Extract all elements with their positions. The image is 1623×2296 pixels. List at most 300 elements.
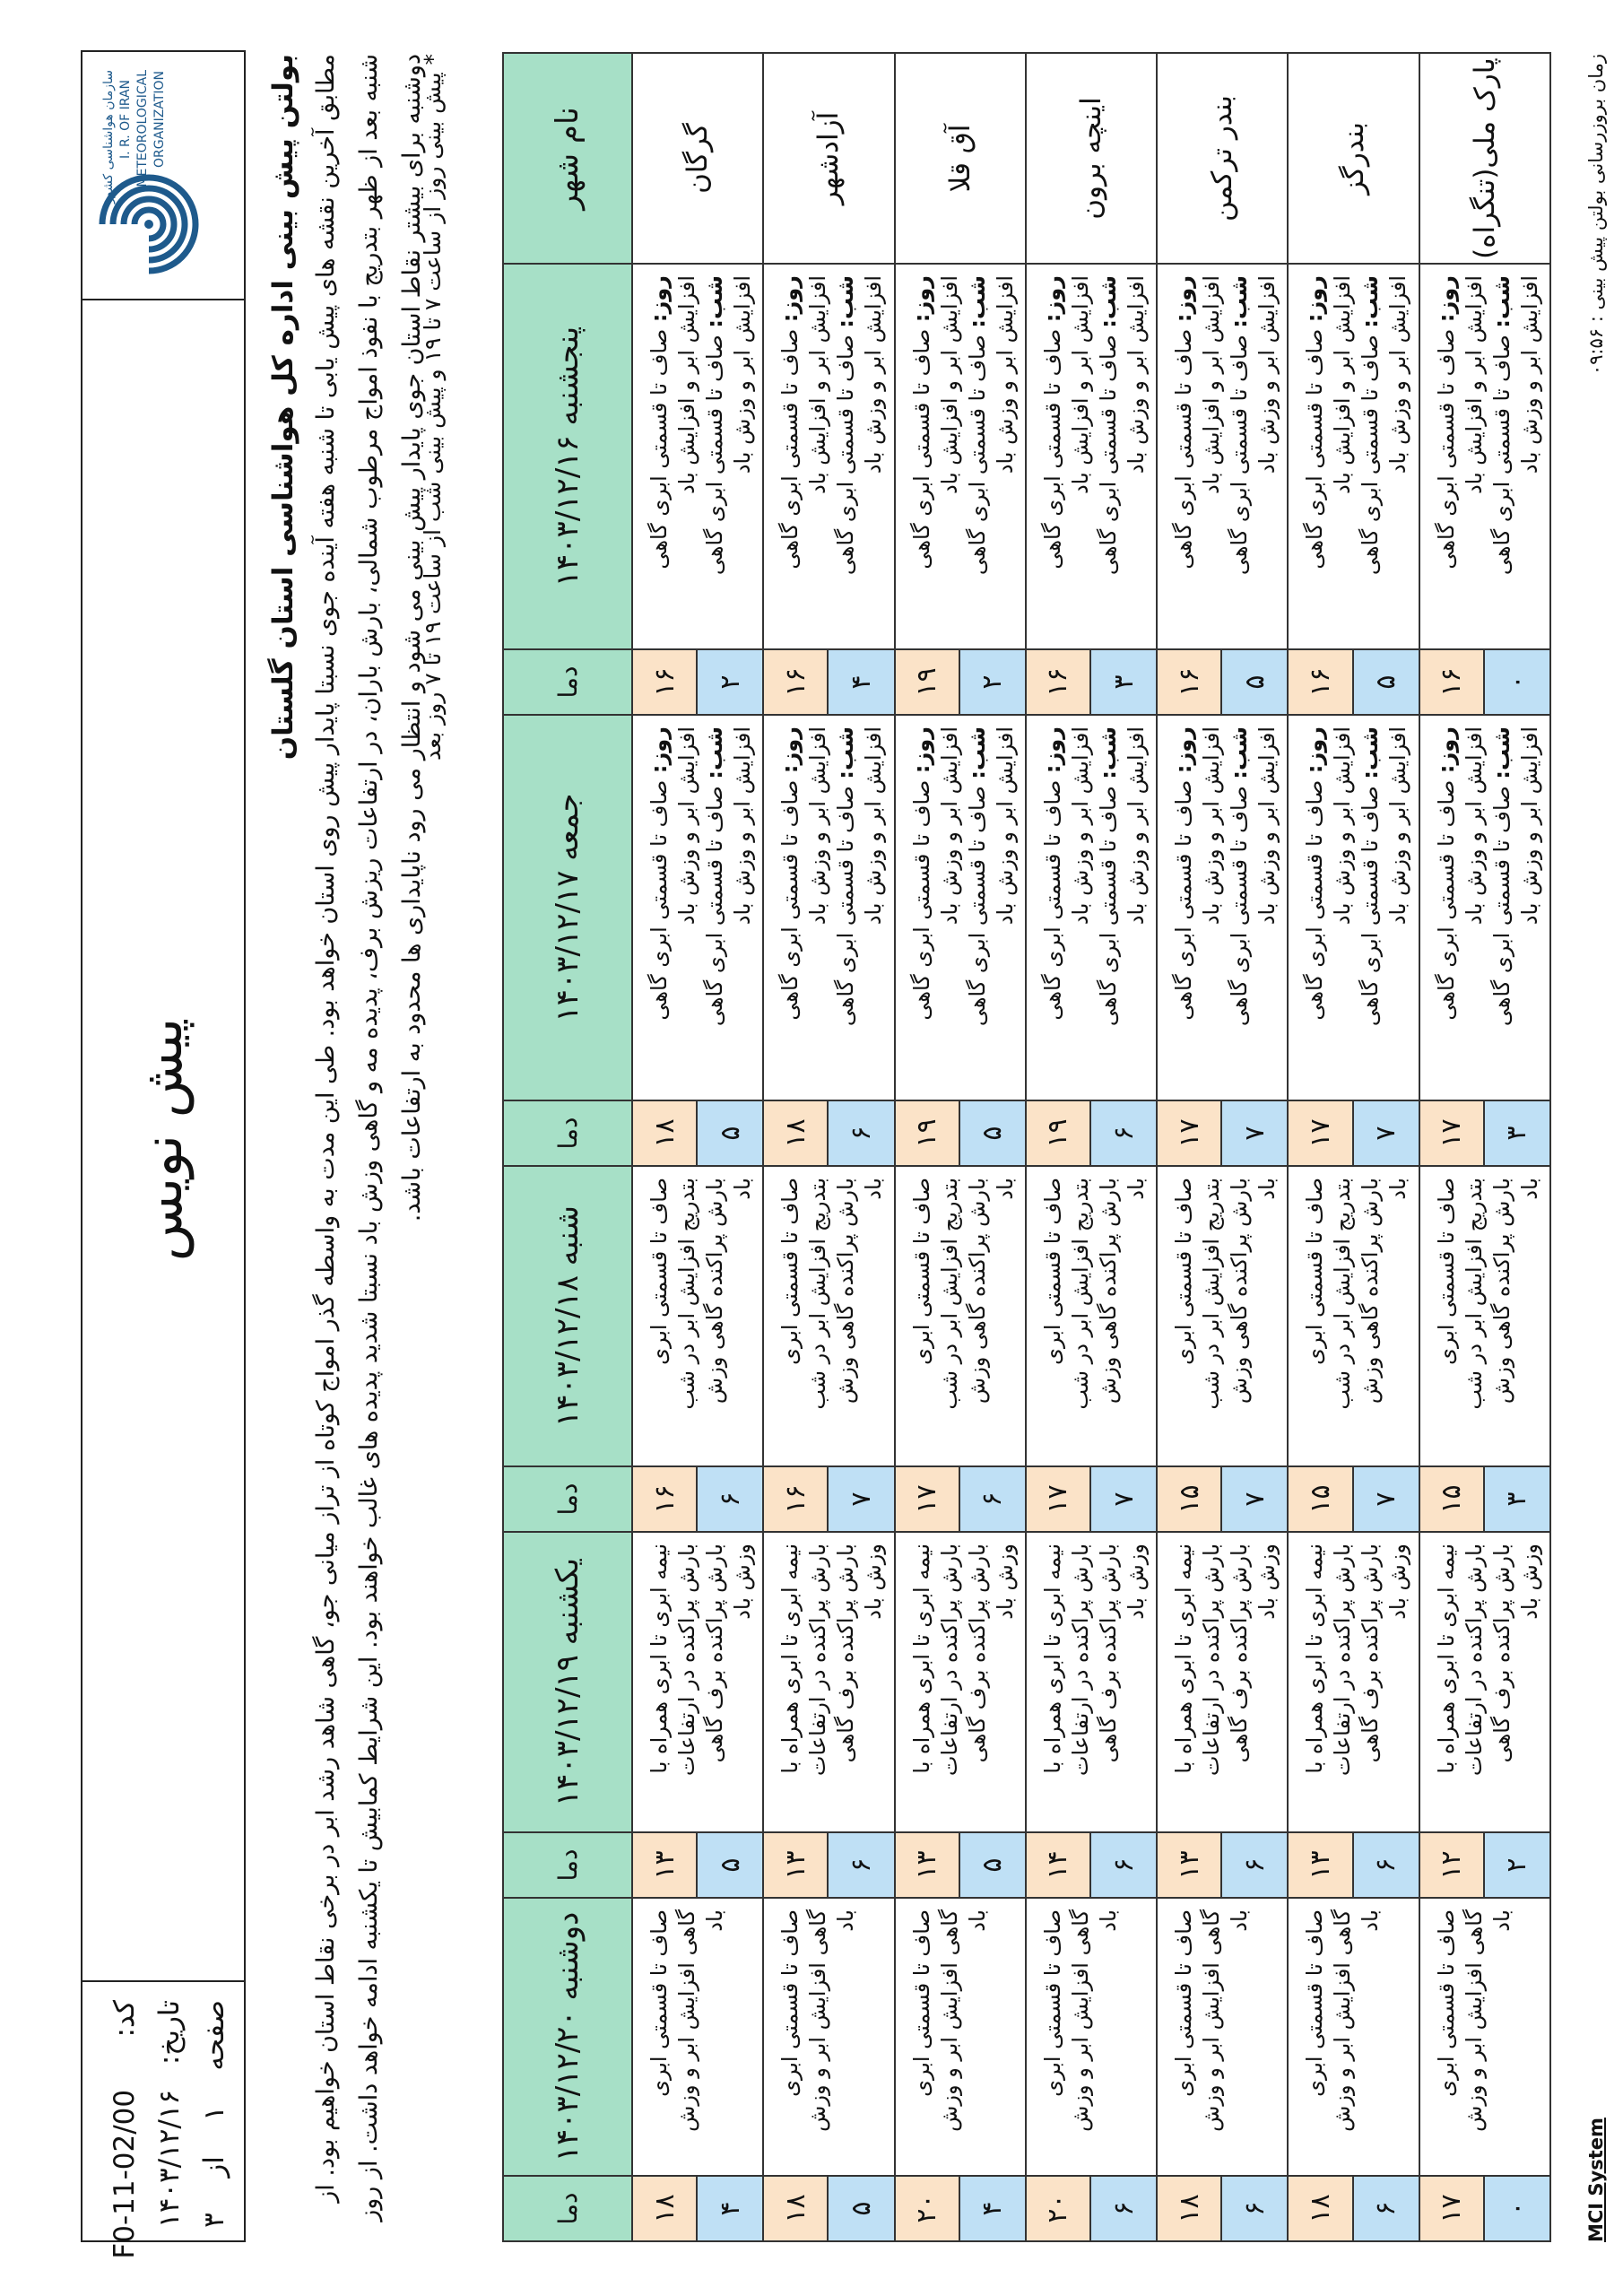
forecast-text: باد [1123, 1178, 1149, 1200]
day-header: شنبه ۱۴۰۳/۱۲/۱۸ [503, 1166, 632, 1466]
day-label: روز: [1171, 275, 1197, 323]
forecast-night-part [701, 726, 757, 1092]
temp-max: ۱۷ [896, 1467, 960, 1531]
day-header: جمعه ۱۴۰۳/۱۲/۱۷ [503, 715, 632, 1100]
temp-min: ۷ [1354, 1101, 1419, 1165]
forecast-text: گاهی افزایش ابر و وزش [1330, 1909, 1356, 2132]
forecast-cell [1288, 1166, 1419, 1466]
temp-max: ۱۳ [764, 1833, 829, 1897]
temp-min: ۶ [1091, 1101, 1156, 1165]
temperature-cell [1288, 1100, 1419, 1166]
forecast-text: صاف تا قسمتی ابری گاهی [1488, 335, 1515, 576]
forecast-text: صاف تا قسمتی ابری [1433, 1909, 1459, 2097]
forecast-text: گاهی افزایش ابر و وزش [936, 1909, 962, 2132]
forecast-text: بارش پراکنده برف گاهی [702, 1544, 727, 1763]
forecast-night-part [964, 726, 1020, 1092]
temp-min: ۰ [1485, 650, 1549, 714]
temp-max: ۱۶ [1027, 650, 1091, 714]
forecast-text: باد [964, 1909, 990, 1932]
forecast-text: افزایش ابر و وزش باد [861, 726, 887, 926]
forecast-text: باد [861, 1178, 887, 1200]
temp-max: ۱۵ [1420, 1467, 1485, 1531]
forecast-text: افزایش ابر و وزش باد [861, 275, 887, 474]
forecast-cell [763, 1532, 894, 1832]
temp-min: ۶ [1091, 1833, 1156, 1897]
temperature-cell [1419, 649, 1550, 715]
forecast-text: بتدریج افزایش ابر در شب [1067, 1178, 1093, 1410]
logo-text [100, 70, 169, 204]
temp-max: ۱۶ [764, 650, 829, 714]
forecast-text: بتدریج افزایش ابر در شب [674, 1178, 699, 1410]
temperature-cell [1288, 649, 1419, 715]
forecast-text: صاف تا قسمتی ابری گاهی [777, 779, 803, 1021]
forecast-text: گاهی افزایش ابر و وزش [1199, 1909, 1225, 2132]
forecast-text: صاف تا قسمتی ابری گاهی [833, 335, 859, 576]
forecast-text: باد [1385, 1178, 1411, 1200]
temperature-cell [632, 1466, 763, 1532]
forecast-text: صاف تا قسمتی ابری [777, 1178, 803, 1365]
forecast-text: گاهی افزایش ابر و وزش [1067, 1909, 1093, 2132]
forecast-text: افزایش ابر و وزش باد [674, 726, 699, 926]
forecast-text: افزایش ابر و وزش باد [936, 726, 962, 926]
night-label: شب: [1227, 275, 1253, 328]
forecast-cell [763, 1898, 894, 2176]
forecast-text: صاف تا قسمتی ابری گاهی [1302, 779, 1328, 1021]
temperature-cell [763, 1466, 894, 1532]
city-name: بندرگز [1288, 53, 1419, 264]
temp-header: دما [503, 1466, 632, 1532]
temperature-cell [763, 1832, 894, 1898]
day-label: روز: [1039, 726, 1065, 774]
forecast-text: باد [833, 1909, 859, 1932]
temperature-cell [895, 2176, 1026, 2241]
forecast-text: بتدریج افزایش ابر در شب [1330, 1178, 1356, 1410]
forecast-cell [895, 264, 1026, 649]
forecast-cell [895, 1532, 1026, 1832]
night-label: شب: [1227, 726, 1253, 779]
forecast-cell [632, 264, 763, 649]
temp-min: ۷ [1091, 1467, 1156, 1531]
temp-min: ۵ [960, 1101, 1025, 1165]
temp-min: ۲ [698, 650, 762, 714]
temp-header: دما [503, 1100, 632, 1166]
temp-min: ۴ [960, 2177, 1025, 2240]
forecast-text: بارش پراکنده گاهی وزش [1227, 1178, 1253, 1405]
forecast-text: صاف تا قسمتی ابری گاهی [647, 779, 672, 1021]
forecast-text: بارش پراکنده برف گاهی [1358, 1544, 1384, 1763]
forecast-day-part [1170, 726, 1226, 1092]
temp-min: ۲ [960, 650, 1025, 714]
forecast-day-part [1301, 726, 1357, 1092]
day-label: روز: [1302, 726, 1328, 774]
forecast-night-part [964, 275, 1020, 641]
forecast-night-part [1488, 275, 1544, 641]
forecast-text: بارش پراکنده گاهی وزش [1488, 1178, 1515, 1405]
temp-min: ۳ [1091, 650, 1156, 714]
temp-max: ۱۳ [896, 1833, 960, 1897]
night-label: شب: [1358, 275, 1384, 328]
table-row [763, 53, 894, 2241]
forecast-text: صاف تا قسمتی ابری [1171, 1178, 1197, 1365]
temp-min: ۶ [829, 1833, 893, 1897]
temp-max: ۱۸ [764, 2177, 829, 2240]
temperature-cell [1026, 1466, 1157, 1532]
forecast-cell [1026, 1532, 1157, 1832]
forecast-cell [632, 1532, 763, 1832]
temp-header: دما [503, 649, 632, 715]
temp-max: ۱۳ [633, 1833, 698, 1897]
forecast-text: صاف تا قسمتی ابری گاهی [1302, 328, 1328, 570]
forecast-text: بتدریج افزایش ابر در شب [936, 1178, 962, 1410]
forecast-text: بارش پراکنده گاهی وزش [964, 1178, 990, 1405]
forecast-text: باد [1227, 1909, 1253, 1932]
temp-max: ۱۸ [633, 1101, 698, 1165]
forecast-night-part [701, 275, 757, 641]
forecast-day-part [908, 275, 964, 641]
temp-max: ۱۶ [1420, 650, 1485, 714]
forecast-text: افزایش ابر و وزش باد [730, 275, 755, 474]
temperature-cell [1288, 1832, 1419, 1898]
temperature-cell [1288, 1466, 1419, 1532]
night-label: شب: [1095, 275, 1121, 328]
forecast-text: افزایش ابر و وزش باد [805, 726, 831, 926]
temp-min: ۷ [1222, 1101, 1287, 1165]
logo-cell [82, 52, 244, 300]
date-row [147, 2000, 192, 2240]
forecast-text: صاف تا قسمتی ابری گاهی [647, 328, 672, 570]
forecast-text: صاف تا قسمتی ابری [777, 1909, 803, 2097]
temperature-cell [895, 1100, 1026, 1166]
temperature-cell [1026, 1100, 1157, 1166]
forecast-text: وزش باد [1385, 1544, 1411, 1620]
city-name: گرگان [632, 53, 763, 264]
forecast-text: بارش پراکنده گاهی وزش [1358, 1178, 1384, 1405]
forecast-text: بارش پراکنده در ارتفاعات [1461, 1544, 1487, 1777]
forecast-night-part [1095, 275, 1150, 641]
forecast-text: وزش باد [1516, 1544, 1542, 1620]
forecast-night-part [832, 275, 888, 641]
temp-min: ۶ [1354, 2177, 1419, 2240]
temperature-cell [1157, 649, 1288, 715]
temp-max: ۱۷ [1158, 1101, 1222, 1165]
temp-max: ۱۸ [1289, 2177, 1353, 2240]
forecast-text: وزش باد [1254, 1544, 1280, 1620]
forecast-cell [1026, 264, 1157, 649]
temp-header: دما [503, 1832, 632, 1898]
temp-max: ۱۸ [1158, 2177, 1222, 2240]
table-row [1419, 53, 1550, 2241]
forecast-day-part [646, 726, 701, 1092]
forecast-text: گاهی افزایش ابر و وزش [1461, 1909, 1487, 2132]
forecast-text: بارش پراکنده در ارتفاعات [1330, 1544, 1356, 1777]
forecast-text: صاف تا قسمتی ابری گاهی [908, 779, 934, 1021]
temp-max: ۱۸ [633, 2177, 698, 2240]
day-label: روز: [777, 726, 803, 774]
day-header: پنجشنبه ۱۴۰۳/۱۲/۱۶ [503, 264, 632, 649]
forecast-text: بارش پراکنده برف گاهی [1227, 1544, 1253, 1763]
temperature-cell [632, 2176, 763, 2241]
temp-min: ۶ [829, 1101, 893, 1165]
temp-max: ۱۹ [896, 1101, 960, 1165]
table-row [1026, 53, 1157, 2241]
forecast-cell [1419, 1166, 1550, 1466]
temp-min: ۴ [829, 650, 893, 714]
forecast-text: بارش پراکنده گاهی وزش [833, 1178, 859, 1405]
forecast-text: نیمه ابری تا ابری همراه با [908, 1544, 934, 1774]
forecast-day-part [1039, 275, 1095, 641]
forecast-cell [1288, 264, 1419, 649]
night-label: شب: [833, 726, 859, 779]
city-name: آزادشهر [763, 53, 894, 264]
forecast-text: نیمه ابری تا ابری همراه با [1171, 1544, 1197, 1774]
table-header-row [503, 53, 632, 2241]
temperature-cell [1026, 649, 1157, 715]
night-label: شب: [964, 726, 990, 779]
table-row [895, 53, 1026, 2241]
forecast-text: افزایش ابر و افزایش باد [674, 275, 699, 495]
forecast-cell [1419, 264, 1550, 649]
forecast-text: بارش پراکنده برف گاهی [964, 1544, 990, 1763]
forecast-text: بارش پراکنده در ارتفاعات [805, 1544, 831, 1777]
temp-max: ۲۰ [1027, 2177, 1091, 2240]
forecast-text: افزایش ابر و افزایش باد [936, 275, 962, 495]
publish-time: زمان بروزرسانی بولتن پیش بینی : ۰۹:۵۶ [1585, 54, 1607, 376]
forecast-cell [1157, 1898, 1288, 2176]
forecast-text: صاف تا قسمتی ابری گاهی [964, 786, 990, 1027]
temperature-cell [632, 1832, 763, 1898]
temperature-cell [1026, 2176, 1157, 2241]
day-label: روز: [908, 275, 934, 323]
temperature-cell [1157, 1832, 1288, 1898]
forecast-text: وزش باد [992, 1544, 1018, 1620]
forecast-cell [895, 1166, 1026, 1466]
forecast-text: صاف تا قسمتی ابری گاهی [1095, 786, 1121, 1027]
forecast-text: وزش باد [730, 1544, 755, 1620]
forecast-table [502, 52, 1551, 2242]
temp-max: ۱۳ [1158, 1833, 1222, 1897]
table-row [1288, 53, 1419, 2241]
forecast-day-part [1170, 275, 1226, 641]
forecast-day-part [1301, 275, 1357, 641]
forecast-text: افزایش ابر و وزش باد [1516, 275, 1542, 474]
forecast-day-part [777, 726, 832, 1092]
forecast-text: افزایش ابر و وزش باد [1254, 726, 1280, 926]
temperature-cell [632, 649, 763, 715]
footnote: * پیش بینی روز از ساعت ۷ تا ۱۹ و پیش بینی شب از ساعت ۱۹ تا ۷ روز بعد [420, 54, 446, 761]
page-number: ۱ [198, 2106, 230, 2121]
forecast-cell [763, 715, 894, 1100]
temp-max: ۱۸ [764, 1101, 829, 1165]
temp-min: ۴ [698, 2177, 762, 2240]
forecast-text: نیمه ابری تا ابری همراه با [647, 1544, 672, 1774]
forecast-cell [1419, 1532, 1550, 1832]
forecast-text: نیمه ابری تا ابری همراه با [1433, 1544, 1459, 1774]
temperature-cell [1157, 1100, 1288, 1166]
forecast-text: افزایش ابر و افزایش باد [1199, 275, 1225, 495]
forecast-cell [763, 1166, 894, 1466]
temp-min: ۳ [1485, 1467, 1549, 1531]
temperature-cell [1026, 1832, 1157, 1898]
day-label: روز: [1171, 726, 1197, 774]
forecast-night-part [1357, 275, 1412, 641]
system-label: MCI System [1585, 2118, 1607, 2242]
table-row [632, 53, 763, 2241]
forecast-night-part [1095, 726, 1150, 1092]
temperature-cell [1288, 2176, 1419, 2241]
forecast-night-part [1488, 726, 1544, 1092]
forecast-text: باد [730, 1178, 755, 1200]
forecast-cell [1419, 715, 1550, 1100]
forecast-cell [1026, 1898, 1157, 2176]
temp-max: ۱۷ [1027, 1467, 1091, 1531]
forecast-text: نیمه ابری تا ابری همراه با [1302, 1544, 1328, 1774]
temp-max: ۱۴ [1027, 1833, 1091, 1897]
forecast-text: باد [1516, 1178, 1542, 1200]
temperature-cell [1419, 1100, 1550, 1166]
forecast-text: افزایش ابر و وزش باد [1516, 726, 1542, 926]
forecast-text: بتدریج افزایش ابر در شب [1199, 1178, 1225, 1410]
forecast-cell [895, 1898, 1026, 2176]
forecast-night-part [1226, 275, 1281, 641]
temp-max: ۱۶ [633, 1467, 698, 1531]
temperature-cell [895, 1832, 1026, 1898]
temperature-cell [895, 649, 1026, 715]
temp-max: ۱۷ [1420, 2177, 1485, 2240]
forecast-text: گاهی افزایش ابر و وزش [805, 1909, 831, 2132]
forecast-text: افزایش ابر و وزش باد [1461, 726, 1487, 926]
temp-max: ۱۶ [1289, 650, 1353, 714]
code-label: کد: [108, 2000, 141, 2038]
forecast-text: باد [1488, 1909, 1515, 1932]
day-label: روز: [1039, 275, 1065, 323]
forecast-text: افزایش ابر و افزایش باد [1067, 275, 1093, 495]
forecast-text: صاف تا قسمتی ابری [1039, 1178, 1065, 1365]
forecast-cell [1157, 1166, 1288, 1466]
page-of: از [198, 2156, 230, 2178]
forecast-text: افزایش ابر و افزایش باد [1330, 275, 1356, 495]
temperature-cell [632, 1100, 763, 1166]
forecast-text: صاف تا قسمتی ابری گاهی [777, 328, 803, 570]
temperature-cell [1419, 2176, 1550, 2241]
city-name: آق قلا [895, 53, 1026, 264]
forecast-text: افزایش ابر و وزش باد [730, 726, 755, 926]
day-label: روز: [647, 275, 672, 323]
forecast-text: افزایش ابر و وزش باد [1385, 726, 1411, 926]
temp-min: ۷ [1222, 1467, 1287, 1531]
night-label: شب: [1488, 275, 1515, 328]
forecast-text: باد [1095, 1909, 1121, 1932]
temp-max: ۱۵ [1289, 1467, 1353, 1531]
forecast-text: صاف تا قسمتی ابری گاهی [702, 786, 727, 1027]
day-header: دوشنبه ۱۴۰۳/۱۲/۲۰ [503, 1898, 632, 2176]
forecast-text: بارش پراکنده گاهی وزش [702, 1178, 727, 1405]
logo-line: I. R. OF IRAN [118, 79, 133, 160]
forecast-text: صاف تا قسمتی ابری گاهی [1433, 779, 1459, 1021]
forecast-text: بارش پراکنده در ارتفاعات [674, 1544, 699, 1777]
temp-max: ۱۷ [1420, 1101, 1485, 1165]
forecast-text: صاف تا قسمتی ابری [908, 1178, 934, 1365]
forecast-text: صاف تا قسمتی ابری گاهی [833, 786, 859, 1027]
temp-min: ۵ [698, 1101, 762, 1165]
forecast-cell [1288, 1898, 1419, 2176]
temp-max: ۱۵ [1158, 1467, 1222, 1531]
forecast-text: وزش باد [1123, 1544, 1149, 1620]
forecast-text: بارش پراکنده برف گاهی [1488, 1544, 1515, 1763]
temp-min: ۶ [1354, 1833, 1419, 1897]
temp-min: ۷ [829, 1467, 893, 1531]
forecast-text: صاف تا قسمتی ابری [1433, 1178, 1459, 1365]
day-label: روز: [1433, 275, 1459, 323]
forecast-cell [632, 1166, 763, 1466]
forecast-text: افزایش ابر و وزش باد [992, 275, 1018, 474]
forecast-cell [763, 264, 894, 649]
day-label: روز: [777, 275, 803, 323]
forecast-text: افزایش ابر و افزایش باد [805, 275, 831, 495]
temp-min: ۳ [1485, 1101, 1549, 1165]
forecast-text: صاف تا قسمتی ابری [1302, 1178, 1328, 1365]
temp-max: ۱۹ [1027, 1101, 1091, 1165]
date-value: ۱۴۰۳/۱۲/۱۶ [153, 2089, 186, 2228]
forecast-cell [895, 715, 1026, 1100]
temperature-cell [1419, 1466, 1550, 1532]
temp-max: ۱۶ [1158, 650, 1222, 714]
forecast-day-part [1433, 275, 1488, 641]
page-title: پیش نویس [132, 1017, 195, 1262]
date-label: تاریخ: [153, 2000, 186, 2066]
document-code-cell [82, 1980, 244, 2259]
temp-min: ۲ [1485, 1833, 1549, 1897]
city-name: بندر ترکمن [1157, 53, 1288, 264]
temp-max: ۱۶ [764, 1467, 829, 1531]
city-header: نام شهر [503, 53, 632, 264]
forecast-text: صاف تا قسمتی ابری گاهی [1358, 335, 1384, 576]
page-header [81, 50, 246, 2259]
forecast-text: صاف تا قسمتی ابری گاهی [1488, 786, 1515, 1027]
night-label: شب: [702, 726, 727, 779]
forecast-cell [1288, 715, 1419, 1100]
code-value: F0-11-02/00 [108, 2089, 141, 2259]
temperature-cell [763, 649, 894, 715]
forecast-text: افزایش ابر و وزش باد [1123, 275, 1149, 474]
night-label: شب: [702, 275, 727, 328]
forecast-text: صاف تا قسمتی ابری گاهی [702, 335, 727, 576]
night-label: شب: [833, 275, 859, 328]
temp-min: ۶ [1222, 1833, 1287, 1897]
day-label: روز: [1302, 275, 1328, 323]
temp-min: ۶ [1222, 2177, 1287, 2240]
temp-max: ۱۳ [1289, 1833, 1353, 1897]
night-label: شب: [964, 275, 990, 328]
forecast-text: صاف تا قسمتی ابری [908, 1909, 934, 2097]
bulletin-title: بولتن پیش بینی اداره کل هواشناسی استان گلستان [267, 54, 299, 761]
temp-header: دما [503, 2176, 632, 2241]
forecast-text: باد [702, 1909, 727, 1932]
code-row [102, 2000, 147, 2259]
forecast-cell [1026, 715, 1157, 1100]
temperature-cell [763, 2176, 894, 2241]
city-name: پارک ملی(تنگراه) [1419, 53, 1550, 264]
forecast-text: افزایش ابر و وزش باد [1254, 275, 1280, 474]
table-row [1157, 53, 1288, 2241]
forecast-text: بارش پراکنده گاهی وزش [1095, 1178, 1121, 1405]
temp-min: ۰ [1485, 2177, 1549, 2240]
temperature-cell [763, 1100, 894, 1166]
temp-min: ۷ [1354, 1467, 1419, 1531]
day-header: یکشنبه ۱۴۰۳/۱۲/۱۹ [503, 1532, 632, 1832]
forecast-cell [632, 715, 763, 1100]
forecast-night-part [832, 726, 888, 1092]
night-label: شب: [1488, 726, 1515, 779]
